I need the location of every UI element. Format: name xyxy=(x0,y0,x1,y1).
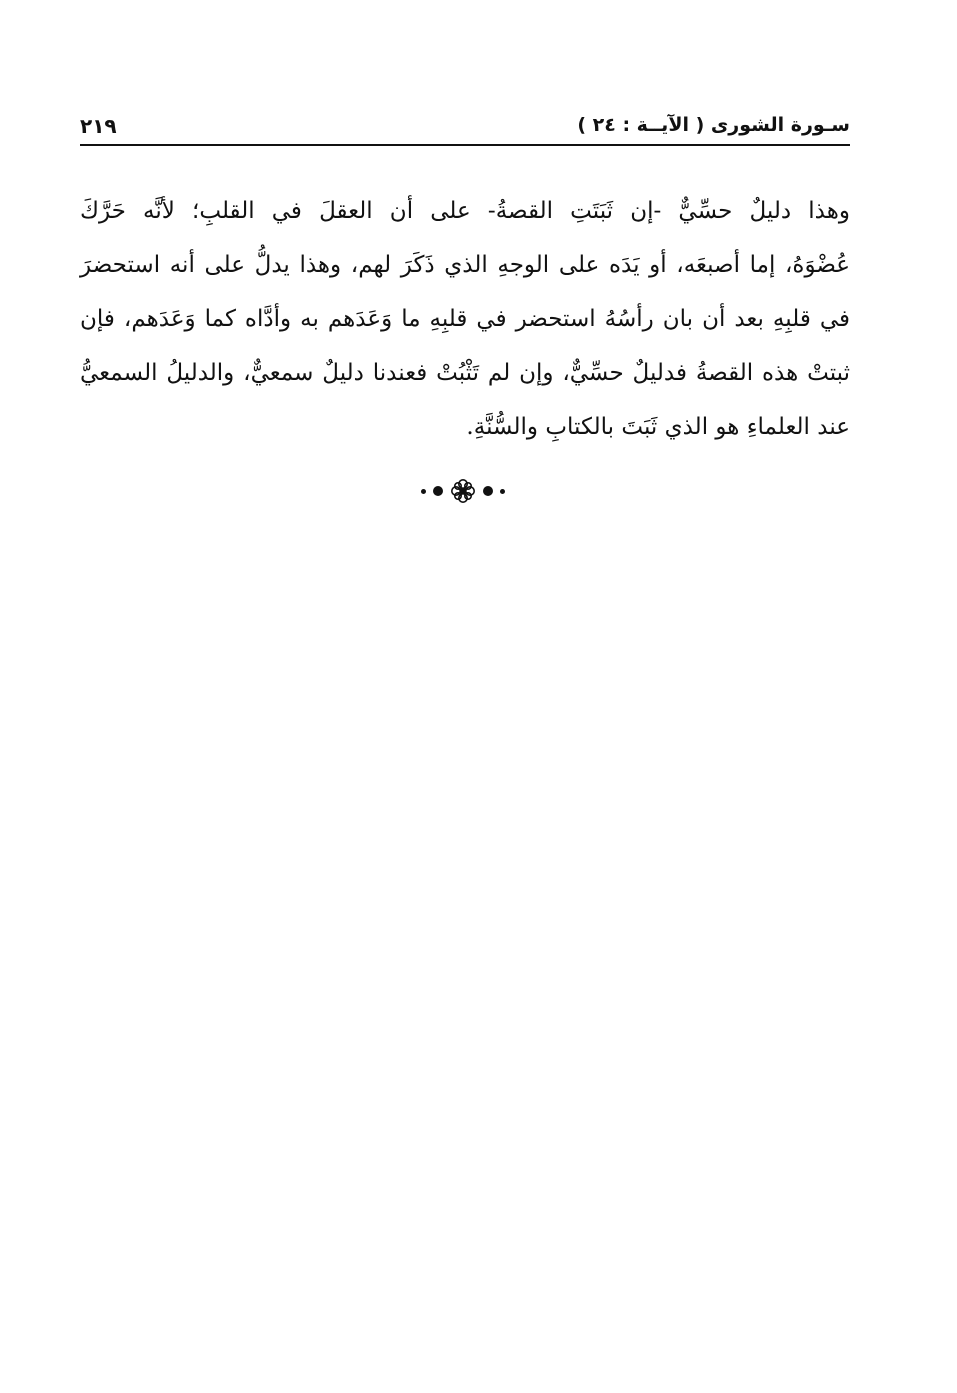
running-header xyxy=(80,108,850,148)
surah-title: سـورة الشورى ( الآيــة : ٢٤ ) xyxy=(577,114,850,136)
body-line-2: عُضْوَهُ، إما أصبعَه، أو يَدَه على الوجهِ الذي ذَكَرَ لهم، وهذا يدلُّ على أنه استحضرَ xyxy=(80,252,850,278)
ornament-dot-small-right xyxy=(500,489,505,494)
ornament-dot-large-right xyxy=(483,486,493,496)
floral-rosette-icon xyxy=(450,478,476,504)
ornament-dot-small-left xyxy=(421,489,426,494)
body-line-1: وهذا دليلٌ حسِّيٌّ -إن ثَبَتَتِ القصةُ- على أن العقلَ في القلبِ؛ لأنَّه حَرَّكَ xyxy=(80,198,850,224)
page-number: ٢١٩ xyxy=(80,114,117,138)
body-line-5: عند العلماءِ هو الذي ثَبَتَ بالكتابِ والسُّنَّةِ. xyxy=(466,414,850,440)
section-ornament xyxy=(398,478,528,504)
body-paragraph xyxy=(80,184,850,454)
body-line-4: ثبتتْ هذه القصةُ فدليلٌ حسِّيٌّ، وإن لم تَثْبُتْ فعندنا دليلٌ سمعيٌّ، والدليلُ السمعيُّ xyxy=(80,360,850,386)
body-line-3: في قلبِهِ بعد أن بان رأسُهُ استحضر في قلبِهِ ما وَعَدَهم به وأدَّاه كما وَعَدَهم، فإن xyxy=(80,306,850,332)
header-divider xyxy=(80,144,850,146)
ornament-dot-large-left xyxy=(433,486,443,496)
